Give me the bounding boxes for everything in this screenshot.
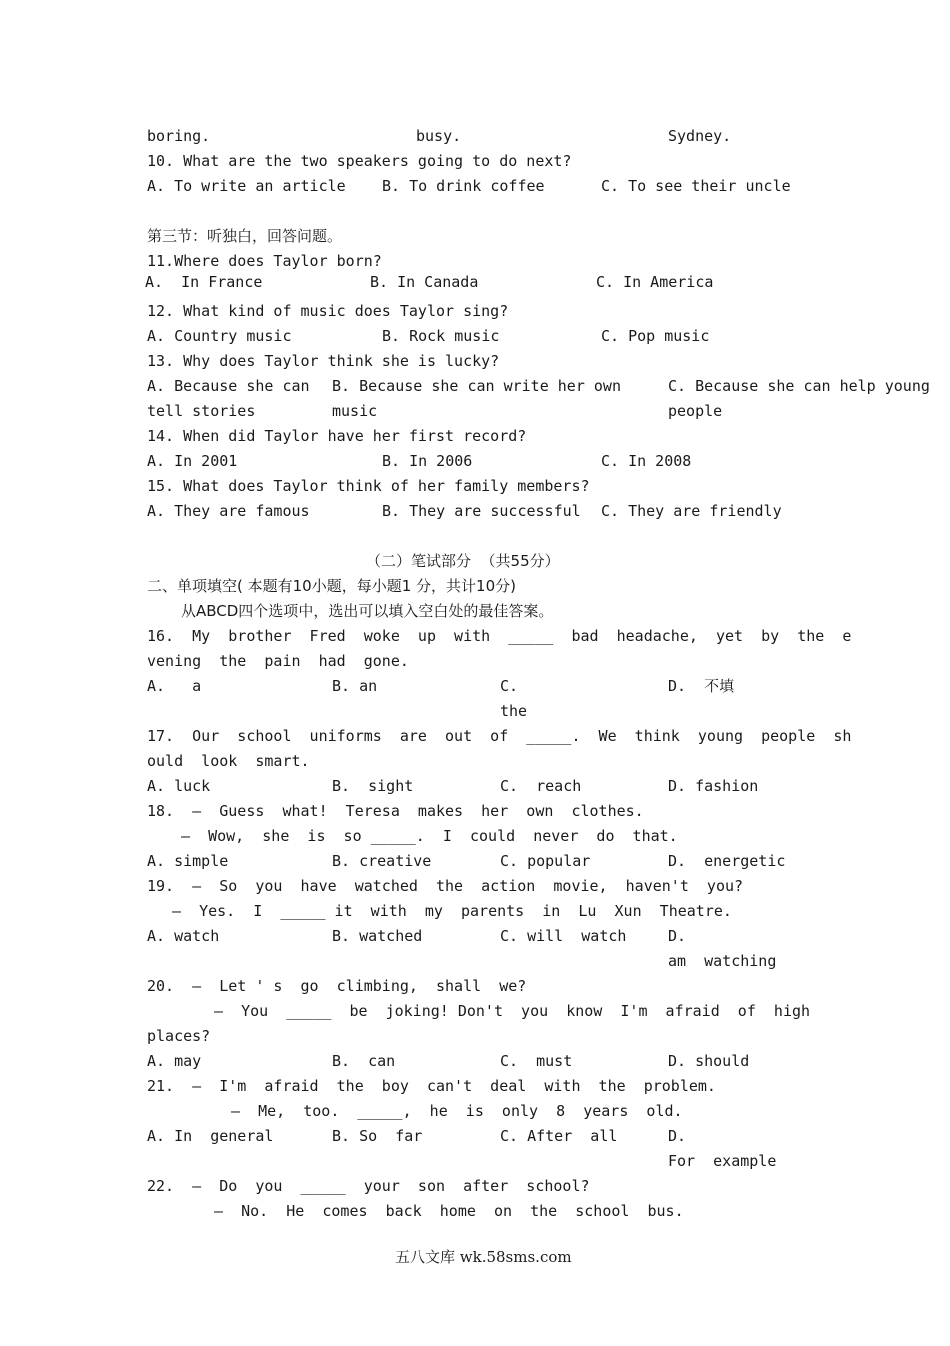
q21-option-d-line2: For example <box>668 1152 777 1170</box>
option-fragment-a: boring. <box>147 127 211 145</box>
question-15: 15. What does Taylor think of her family members? <box>147 477 590 495</box>
question-20-line1: 20. — Let ' s go climbing, shall we? <box>147 977 527 995</box>
question-20-line3: places? <box>147 1027 211 1045</box>
q16-option-b: B. an <box>332 677 378 695</box>
q20-option-d: D. should <box>668 1052 750 1070</box>
q21-option-b: B. So far <box>332 1127 423 1145</box>
q14-option-b: B. In 2006 <box>382 452 473 470</box>
q13-option-b-line1: B. Because she can write her own <box>332 377 621 395</box>
q18-option-a: A. simple <box>147 852 229 870</box>
question-17-line1: 17. Our school uniforms are out of _____. We think young people sh <box>147 727 852 745</box>
q13-option-b-line2: music <box>332 402 378 420</box>
q13-option-c-line2: people <box>668 402 723 420</box>
q13-option-a-line2: tell stories <box>147 402 256 420</box>
written-part-title: （二）笔试部分 （共55分） <box>366 552 560 570</box>
option-fragment-b: busy. <box>416 127 462 145</box>
q13-option-c-line1: C. Because she can help young <box>668 377 930 395</box>
q18-option-b: B. creative <box>332 852 432 870</box>
q21-option-d-line1: D. <box>668 1127 687 1145</box>
question-16-line1: 16. My brother Fred woke up with _____ bad headache, yet by the e <box>147 627 852 645</box>
q17-option-c: C. reach <box>500 777 582 795</box>
section-2-instruction: 从ABCD四个选项中，选出可以填入空白处的最佳答案。 <box>181 602 554 620</box>
question-19-line1: 19. — So you have watched the action movie, haven't you? <box>147 877 744 895</box>
q15-option-a: A. They are famous <box>147 502 310 520</box>
question-17-line2: ould look smart. <box>147 752 310 770</box>
q11-option-a: A. In France <box>145 273 263 291</box>
q16-option-a: A. a <box>147 677 202 695</box>
question-22-line2: — No. He comes back home on the school bus. <box>214 1202 684 1220</box>
question-22-line1: 22. — Do you _____ your son after school? <box>147 1177 590 1195</box>
q10-option-b: B. To drink coffee <box>382 177 545 195</box>
q17-option-b: B. sight <box>332 777 414 795</box>
q19-option-c: C. will watch <box>500 927 627 945</box>
q19-option-d-line2: am watching <box>668 952 777 970</box>
option-fragment-c: Sydney. <box>668 127 732 145</box>
question-19-line2: — Yes. I _____ it with my parents in Lu Xun Theatre. <box>172 902 732 920</box>
question-18-line2: — Wow, she is so _____. I could never do that. <box>181 827 678 845</box>
question-18-line1: 18. — Guess what! Teresa makes her own clothes. <box>147 802 644 820</box>
q11-option-c: C. In America <box>596 273 714 291</box>
question-21-line2: — Me, too. _____, he is only 8 years old. <box>231 1102 683 1120</box>
q16-option-d: D. 不填 <box>668 677 735 695</box>
q20-option-c: C. must <box>500 1052 573 1070</box>
q15-option-c: C. They are friendly <box>601 502 782 520</box>
section-3-title: 第三节：听独白，回答问题。 <box>147 227 343 245</box>
q18-option-c: C. popular <box>500 852 591 870</box>
q10-option-c: C. To see their uncle <box>601 177 791 195</box>
q19-option-d-line1: D. <box>668 927 687 945</box>
q10-option-a: A. To write an article <box>147 177 346 195</box>
q14-option-c: C. In 2008 <box>601 452 692 470</box>
q13-option-a-line1: A. Because she can <box>147 377 310 395</box>
question-14: 14. When did Taylor have her first record? <box>147 427 527 445</box>
question-12: 12. What kind of music does Taylor sing? <box>147 302 509 320</box>
q21-option-c: C. After all <box>500 1127 618 1145</box>
q20-option-a: A. may <box>147 1052 202 1070</box>
q12-option-b: B. Rock music <box>382 327 500 345</box>
q21-option-a: A. In general <box>147 1127 274 1145</box>
question-21-line1: 21. — I'm afraid the boy can't deal with the problem. <box>147 1077 716 1095</box>
q19-option-b: B. watched <box>332 927 423 945</box>
q12-option-a: A. Country music <box>147 327 292 345</box>
question-10: 10. What are the two speakers going to do next? <box>147 152 572 170</box>
q17-option-a: A. luck <box>147 777 211 795</box>
q11-option-b: B. In Canada <box>370 273 479 291</box>
question-20-line2: — You _____ be joking! Don't you know I'm afraid of high <box>214 1002 811 1020</box>
section-2-title: 二、单项填空( 本题有10小题，每小题1 分，共计10分) <box>147 577 516 595</box>
q16-option-c-line1: C. <box>500 677 519 695</box>
q18-option-d: D. energetic <box>668 852 786 870</box>
question-13: 13. Why does Taylor think she is lucky? <box>147 352 500 370</box>
q19-option-a: A. watch <box>147 927 220 945</box>
question-11: 11.Where does Taylor born? <box>147 252 382 270</box>
q12-option-c: C. Pop music <box>601 327 710 345</box>
q14-option-a: A. In 2001 <box>147 452 238 470</box>
q17-option-d: D. fashion <box>668 777 759 795</box>
q16-option-c-line2: the <box>500 702 528 720</box>
page-footer: 五八文库 wk.58sms.com <box>395 1248 572 1266</box>
q20-option-b: B. can <box>332 1052 396 1070</box>
q15-option-b: B. They are successful <box>382 502 581 520</box>
question-16-line2: vening the pain had gone. <box>147 652 409 670</box>
